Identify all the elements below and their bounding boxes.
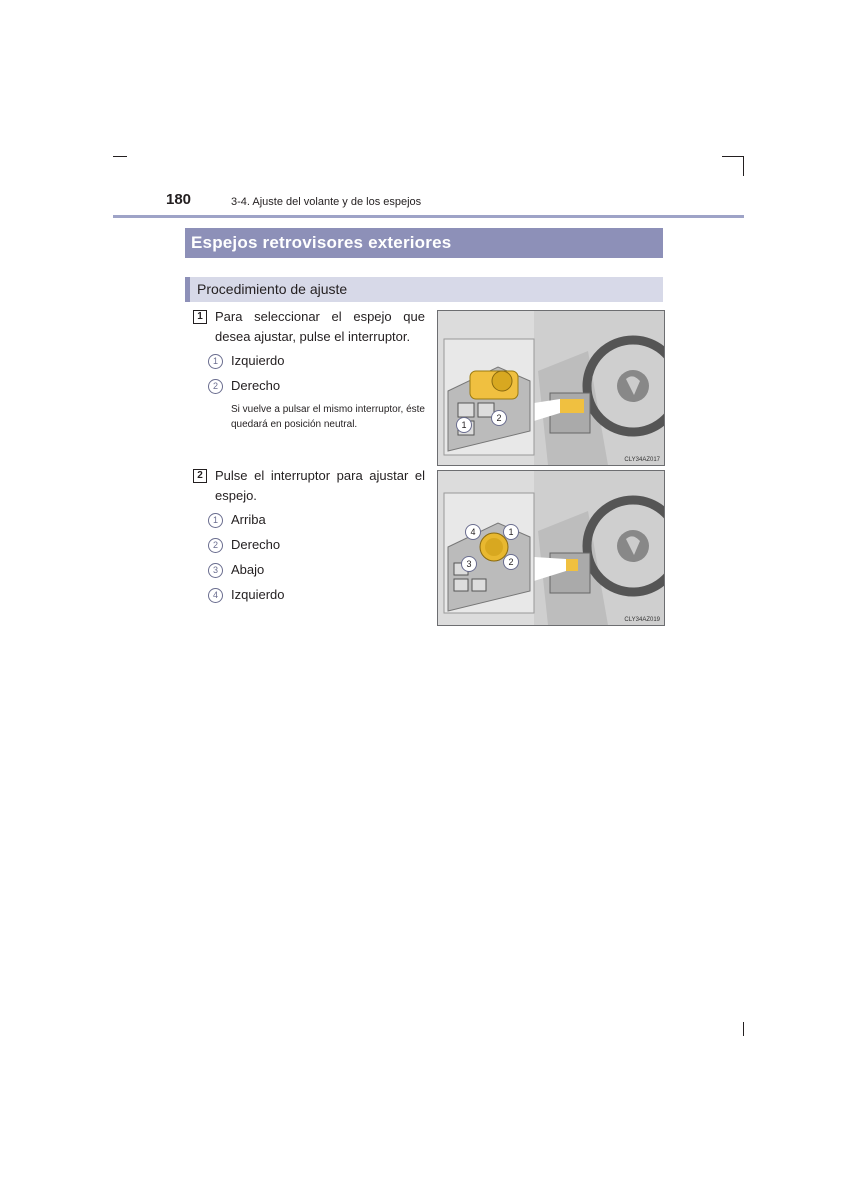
figure-1-callout-1: 1 xyxy=(456,417,472,433)
item-left-label: Izquierdo xyxy=(231,587,285,602)
section-path: 3-4. Ajuste del volante y de los espejos xyxy=(231,196,422,208)
crop-mark xyxy=(113,156,127,157)
section-subtitle xyxy=(185,277,663,302)
step-1-note: Si vuelve a pulsar el mismo interruptor, éste quedará en posición neutral. xyxy=(231,404,425,430)
step-1-text: Para seleccionar el espejo que desea ajustar, pulse el interruptor. xyxy=(215,309,425,344)
figure-2-callout-2: 2 xyxy=(503,554,519,570)
crop-mark xyxy=(743,1022,744,1036)
figure-1-callout-2: 2 xyxy=(491,410,507,426)
figure-mirror-adjust xyxy=(437,470,665,626)
item-1-number: 1 xyxy=(208,354,223,369)
item-2-number: 2 xyxy=(208,379,223,394)
crop-mark xyxy=(722,156,744,157)
figure-1-code: CLY34AZ017 xyxy=(624,457,660,463)
item-down-label: Abajo xyxy=(231,562,265,577)
crop-mark xyxy=(743,156,744,176)
figure-2-code: CLY34AZ019 xyxy=(624,617,660,623)
item-right-number: 2 xyxy=(208,538,223,553)
step-1-number: 1 xyxy=(193,310,207,324)
figure-mirror-select-illustration xyxy=(438,311,664,465)
item-left-number: 4 xyxy=(208,588,223,603)
page-number: 180 xyxy=(166,191,192,208)
section-subtitle-text: Procedimiento de ajuste xyxy=(197,281,348,297)
item-2-label: Derecho xyxy=(231,378,281,393)
page-title: Espejos retrovisores exteriores xyxy=(185,228,663,258)
item-1-label: Izquierdo xyxy=(231,353,285,368)
header-rule xyxy=(113,215,744,218)
item-up-label: Arriba xyxy=(231,512,266,527)
item-right-label: Derecho xyxy=(231,537,281,552)
item-up-number: 1 xyxy=(208,513,223,528)
item-down-number: 3 xyxy=(208,563,223,578)
figure-mirror-adjust-illustration xyxy=(438,471,664,625)
figure-2-callout-3: 3 xyxy=(461,556,477,572)
figure-2-callout-1: 1 xyxy=(503,524,519,540)
figure-mirror-select xyxy=(437,310,665,466)
step-2-number: 2 xyxy=(193,469,207,483)
step-2-text: Pulse el interruptor para ajustar el espejo. xyxy=(215,468,425,503)
figure-2-callout-4: 4 xyxy=(465,524,481,540)
